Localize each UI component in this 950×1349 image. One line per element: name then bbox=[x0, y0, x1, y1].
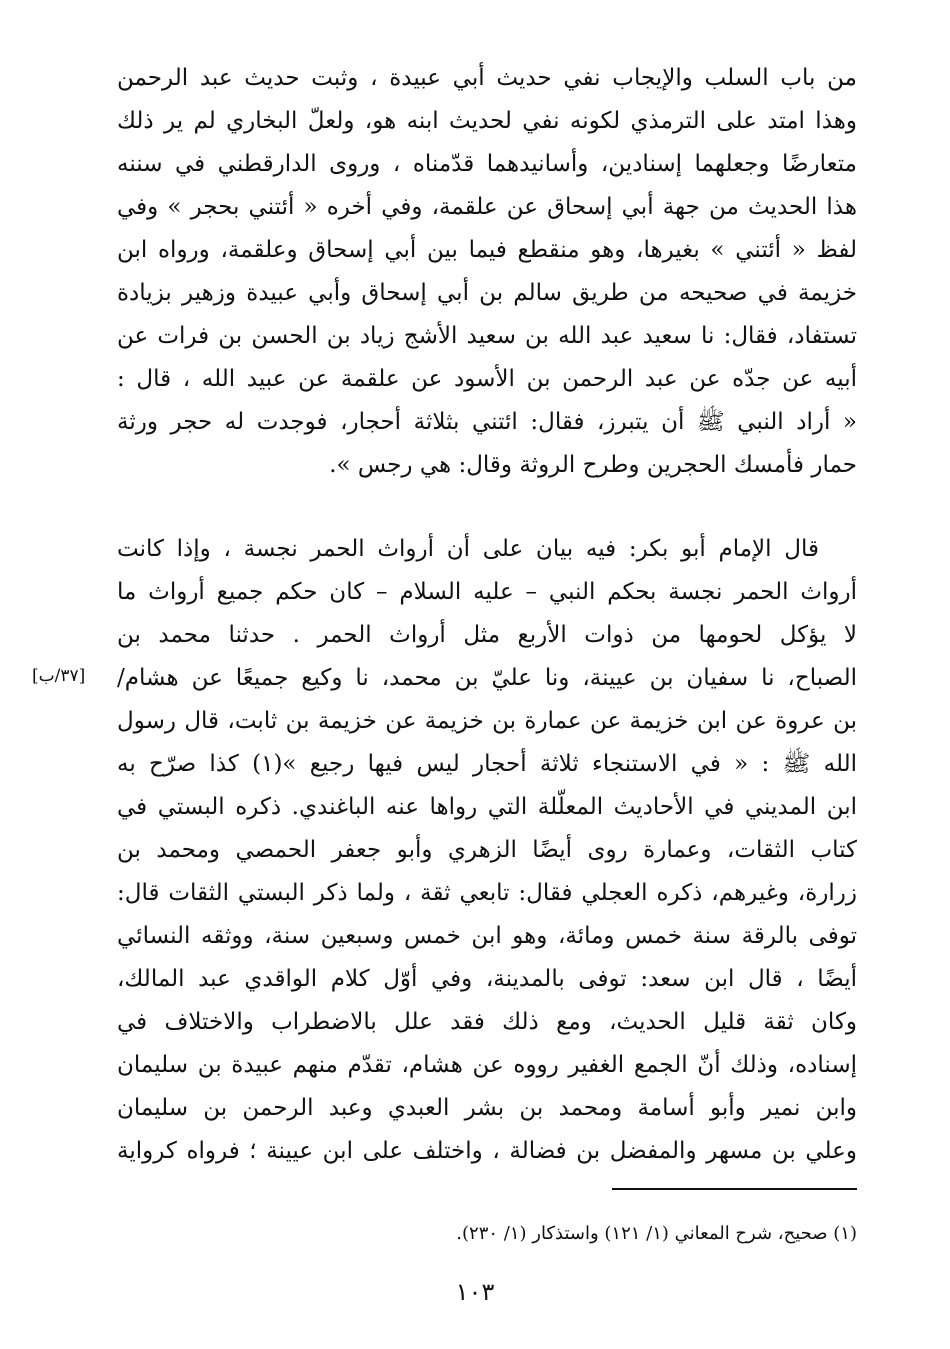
text-line: إسناده، وذلك أنّ الجمع الغفير رووه عن هشام، تقدّم منهم عبيدة بن سليمان bbox=[117, 1052, 857, 1078]
text-line: تستفاد، فقال: نا سعيد عبد الله بن سعيد الأشج زياد بن الحسن بن فرات عن bbox=[117, 323, 857, 349]
text-line: حمار فأمسك الحجرين وطرح الروثة وقال: هي رجس ». bbox=[329, 452, 857, 478]
footnote: (١) صحيح، شرح المعاني (١/ ١٢١) واستذكار (١/ ٢٣٠). bbox=[456, 1223, 857, 1244]
text-line: لا يؤكل لحومها من ذوات الأربع مثل أرواث الحمر . حدثنا محمد بن bbox=[117, 622, 857, 648]
text-line: « أراد النبي ﷺ أن يتبرز، فقال: ائتني بثلاثة أحجار، فوجدت له حجر ورثة bbox=[117, 409, 857, 435]
text-line: لفظ « أئتني » بغيرها، وهو منقطع فيما بين أبي إسحاق وعلقمة، ورواه ابن bbox=[117, 237, 857, 263]
text-line: ابن المديني في الأحاديث المعلّلة التي رواها عنه الباغندي. ذكره البستي في bbox=[117, 794, 857, 820]
text-line: بن عروة عن ابن خزيمة عن عمارة بن خزيمة عن خزيمة بن ثابت، قال رسول bbox=[117, 708, 857, 734]
text-line: أرواث الحمر نجسة بحكم النبي – عليه السلام – كان حكم جميع أرواث ما bbox=[117, 579, 857, 605]
text-line: وعلي بن مسهر والمفضل بن فضالة ، واختلف على ابن عيينة ؛ فرواه كرواية bbox=[117, 1138, 857, 1164]
footnote-separator bbox=[612, 1188, 857, 1190]
text-line: زرارة، وغيرهم، ذكره العجلي فقال: تابعي ثقة ، ولما ذكر البستي الثقات قال: bbox=[117, 880, 857, 906]
text-line: خزيمة في صحيحه من طريق سالم بن أبي إسحاق وأبي عبيدة وزهير بزيادة bbox=[117, 280, 857, 306]
text-line: من باب السلب والإيجاب نفي حديث أبي عبيدة ، وثبت حديث عبد الرحمن bbox=[117, 65, 857, 91]
text-line: أبيه عن جدّه عن عبد الرحمن بن الأسود عن علقمة عن عبيد الله ، قال : bbox=[117, 366, 857, 392]
manuscript-folio-marker: [٣٧/ب] bbox=[32, 666, 86, 686]
text-line: توفى بالرقة سنة خمس ومائة، وهو ابن خمس وسبعين سنة، ووثقه النسائي bbox=[117, 923, 857, 949]
text-line: الصباح، نا سفيان بن عيينة، ونا عليّ بن محمد، نا وكيع جميعًا عن هشام/ bbox=[117, 665, 857, 691]
text-line: قال الإمام أبو بكر: فيه بيان على أن أرواث الحمر نجسة ، وإذا كانت bbox=[117, 536, 819, 562]
text-line: وابن نمير وأبو أسامة ومحمد بن بشر العبدي وعبد الرحمن بن سليمان bbox=[117, 1095, 857, 1121]
text-line: وهذا امتد على الترمذي لكونه نفي لحديث ابنه هو، ولعلّ البخاري لم ير ذلك bbox=[117, 108, 857, 134]
page-number: ١٠٣ bbox=[455, 1278, 495, 1306]
text-line: الله ﷺ : « في الاستنجاء ثلاثة أحجار ليس فيها رجيع »(١) كذا صرّح به bbox=[117, 751, 857, 777]
paragraph-2 bbox=[117, 528, 857, 1173]
text-line: هذا الحديث من جهة أبي إسحاق عن علقمة، وفي أخره « أئتني بحجر » وفي bbox=[117, 194, 857, 220]
text-line: وكان ثقة قليل الحديث، ومع ذلك فقد علل بالاضطراب والاختلاف في bbox=[117, 1009, 857, 1035]
text-line: كتاب الثقات، وعمارة روى أيضًا الزهري وأبو جعفر الحمصي ومحمد بن bbox=[117, 837, 857, 863]
text-line: أيضًا ، قال ابن سعد: توفى بالمدينة، وفي أوّل كلام الواقدي عبد المالك، bbox=[117, 966, 857, 992]
text-line: متعارضًا وجعلهما إسنادين، وأسانيدهما قدّمناه ، وروى الدارقطني في سننه bbox=[117, 151, 857, 177]
paragraph-1 bbox=[117, 57, 857, 487]
